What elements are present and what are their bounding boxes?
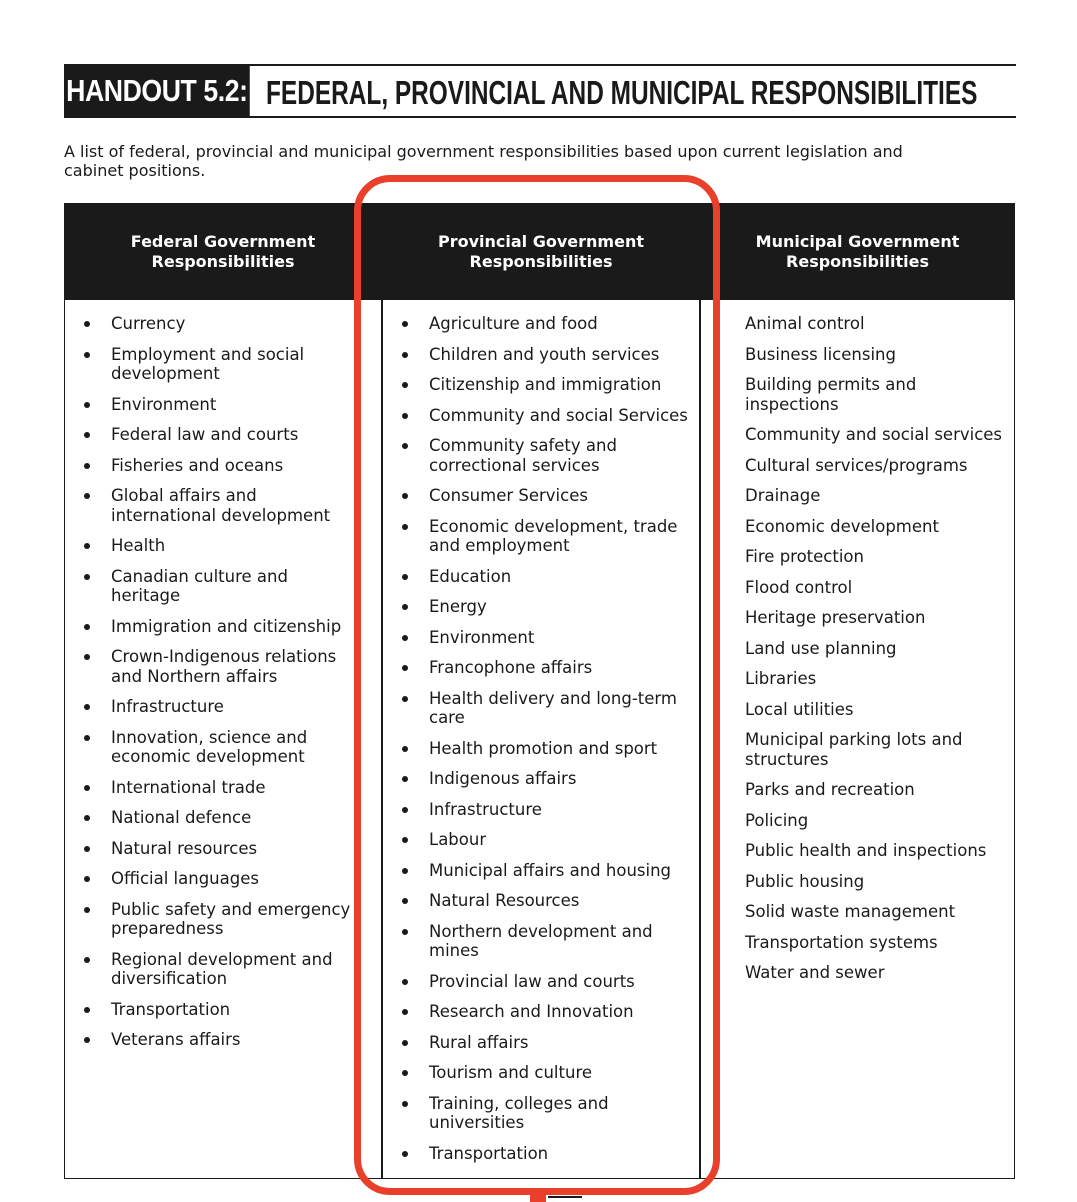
list-item: Flood control [745,577,853,597]
list-item: Municipal affairs and housing [399,861,689,881]
list-item: Canadian culture and heritage [81,567,361,606]
list-item: Fisheries and oceans [81,456,361,476]
list-item: Currency [81,314,361,334]
municipal-column [701,204,1014,1178]
list-item: Libraries [745,669,817,688]
list-item: Economic development [745,516,939,536]
federal-column [65,204,381,1178]
list-item: Federal law and courts [81,425,361,445]
list-item: Innovation, science and economic development [81,728,361,767]
list-item: Community safety and correctional services [399,436,689,475]
list-item: Employment and social development [81,345,361,384]
list-item: Transportation [81,1000,361,1020]
municipal-list [745,314,1007,994]
federal-list [81,314,361,1061]
municipal-column-header: Municipal Government Responsibilities [755,232,960,271]
list-item: Water and sewer [745,963,885,982]
list-item: Energy [399,597,689,617]
list-item: Community and social services [745,425,1003,444]
list-item: Health promotion and sport [399,739,689,759]
list-item: Environment [81,395,361,415]
list-item: Policing [745,810,809,830]
list-item: Francophone affairs [399,658,689,678]
list-item: Natural Resources [399,891,689,911]
list-item: Immigration and citizenship [81,617,361,637]
list-item: Community and social Services [399,406,689,426]
provincial-column-header: Provincial Government Responsibilities [438,232,644,271]
list-item: Research and Innovation [399,1002,689,1022]
list-item: Education [399,567,689,587]
list-item: Fire protection [745,547,864,566]
list-item: Transportation [399,1144,689,1164]
list-item: Northern development and mines [399,922,689,961]
list-item: Heritage preservation [745,608,926,627]
list-item: Consumer Services [399,486,689,506]
list-item: Health delivery and long-term care [399,689,689,728]
list-item: Tourism and culture [399,1063,689,1083]
list-item: Parks and recreation [745,780,915,799]
list-item: Public safety and emergency preparedness [81,900,361,939]
list-item: Public health and inspections [745,841,987,860]
bottom-rule-fragment [548,1196,582,1198]
list-item: Rural affairs [399,1033,689,1053]
list-item: Children and youth services [399,345,689,365]
list-item: Environment [399,628,689,648]
list-item: Official languages [81,869,361,889]
list-item: Land use planning [745,638,897,658]
list-item: Solid waste management [745,902,956,921]
provincial-column [383,204,699,1178]
list-item: Regional development and diversification [81,950,361,989]
list-item: Health [81,536,361,556]
list-item: Agriculture and food [399,314,689,334]
list-item: Business licensing [745,344,896,364]
list-item: International trade [81,778,361,798]
list-item: National defence [81,808,361,828]
list-item: Veterans affairs [81,1030,361,1050]
intro-text: A list of federal, provincial and municipal government responsibilities based upon current legislation and cabinet positions. [64,142,903,180]
list-item: Training, colleges and universities [399,1094,689,1133]
list-item: Labour [399,830,689,850]
list-item: Provincial law and courts [399,972,689,992]
list-item: Transportation systems [745,932,938,952]
list-item: Natural resources [81,839,361,859]
list-item: Local utilities [745,699,854,719]
list-item: Drainage [745,486,821,505]
list-item: Crown-Indigenous relations and Northern affairs [81,647,361,686]
list-item: Citizenship and immigration [399,375,689,395]
list-item: Cultural services/programs [745,455,968,475]
list-item: Municipal parking lots and structures [745,730,963,769]
list-item: Building permits and inspections [745,375,917,414]
list-item: Animal control [745,314,865,333]
responsibilities-table [64,203,1015,1179]
handout-title: FEDERAL, PROVINCIAL AND MUNICIPAL RESPONSIBILITIES [266,74,978,111]
federal-column-header: Federal Government Responsibilities [130,232,316,271]
provincial-list [399,314,689,1174]
list-item: Indigenous affairs [399,769,689,789]
list-item: Infrastructure [81,697,361,717]
list-item: Economic development, trade and employment [399,517,689,556]
list-item: Infrastructure [399,800,689,820]
list-item: Global affairs and international development [81,486,361,525]
handout-label: HANDOUT 5.2: [64,65,250,117]
list-item: Public housing [745,871,865,891]
